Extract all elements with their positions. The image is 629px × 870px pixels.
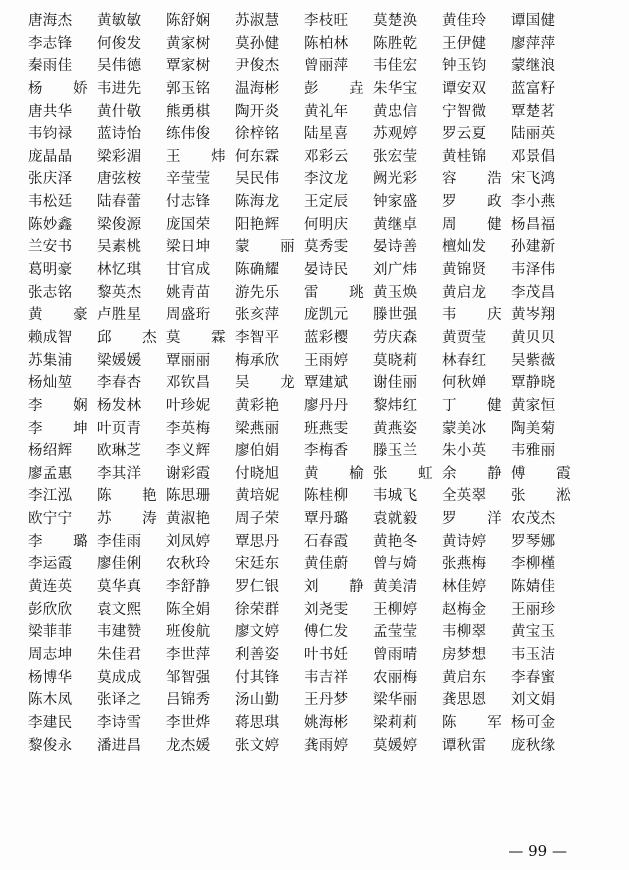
name-entry: 蒋思琪 [235, 714, 280, 731]
name-entry: 滕玉兰 [373, 443, 418, 460]
name-entry: 廖文婷 [235, 624, 280, 641]
name-entry: 彭欣欣 [28, 601, 73, 618]
name-entry: 周志坤 [28, 646, 73, 663]
name-entry: 曾雨晴 [373, 646, 418, 663]
name-entry: 杨 娇 [28, 80, 101, 97]
name-entry: 何俊发 [97, 35, 142, 52]
name-entry: 何秋婵 [442, 375, 487, 392]
name-entry: 张宏莹 [373, 148, 418, 165]
name-entry: 檀灿发 [442, 239, 487, 256]
name-entry: 廖佳俐 [97, 556, 142, 573]
name-entry: 赖成智 [28, 329, 73, 346]
name-entry: 杨可金 [511, 714, 556, 731]
name-entry: 苏 涛 [97, 511, 170, 528]
name-entry: 李 璐 [28, 533, 101, 550]
name-entry: 梁媛媛 [97, 352, 142, 369]
name-entry: 李柳槿 [511, 556, 556, 573]
name-entry: 梁华丽 [373, 692, 418, 709]
name-entry: 张志铭 [28, 284, 73, 301]
name-entry: 梁日坤 [166, 239, 211, 256]
name-entry: 韦进先 [97, 80, 142, 97]
name-entry: 莫孙健 [235, 35, 280, 52]
name-entry: 兰安书 [28, 239, 73, 256]
name-entry: 孙建新 [511, 239, 556, 256]
name-entry: 王雨婷 [304, 352, 349, 369]
name-entry: 徐荣群 [235, 601, 280, 618]
name-entry: 吴素桃 [97, 239, 142, 256]
name-entry: 龚思恩 [442, 692, 487, 709]
name-entry: 庞秋缘 [511, 737, 556, 754]
name-entry: 王丹梦 [304, 692, 349, 709]
name-entry: 游先乐 [235, 284, 280, 301]
name-entry: 李建民 [28, 714, 73, 731]
name-entry: 罗仁银 [235, 579, 280, 596]
name-entry: 梁燕丽 [235, 420, 280, 437]
name-entry: 李志锋 [28, 35, 73, 52]
name-entry: 吴 龙 [235, 375, 308, 392]
name-entry: 龚雨婷 [304, 737, 349, 754]
name-entry: 蒙 丽 [235, 239, 308, 256]
name-entry: 黎炜红 [373, 397, 418, 414]
name-entry: 姚青苗 [166, 284, 211, 301]
name-entry: 黄贝贝 [511, 329, 556, 346]
name-entry: 韦松廷 [28, 194, 73, 211]
name-entry: 付志锋 [166, 194, 211, 211]
name-entry: 谢彩霞 [166, 465, 211, 482]
name-entry: 黄启东 [442, 669, 487, 686]
name-entry: 宁智微 [442, 103, 487, 120]
name-entry: 谢佳丽 [373, 375, 418, 392]
name-entry: 蒙美冰 [442, 420, 487, 437]
name-entry: 杨博华 [28, 669, 73, 686]
name-entry: 邓钦昌 [166, 375, 211, 392]
name-entry: 莫秀雯 [304, 239, 349, 256]
name-entry: 李江泓 [28, 488, 73, 505]
name-list-grid [28, 10, 584, 757]
name-entry: 付其锋 [235, 669, 280, 686]
name-entry: 刘凤婷 [166, 533, 211, 550]
name-entry: 房梦想 [442, 646, 487, 663]
name-entry: 庞国荣 [166, 216, 211, 233]
name-entry: 郭玉铭 [166, 80, 211, 97]
name-entry: 黄贾莹 [442, 329, 487, 346]
name-entry: 邓彩云 [304, 148, 349, 165]
name-entry: 雷 珧 [304, 284, 377, 301]
name-entry: 莫楚涣 [373, 13, 418, 29]
name-entry: 欧宁宁 [28, 511, 73, 528]
name-entry: 刘 静 [304, 579, 377, 596]
name-entry: 甘官成 [166, 262, 211, 279]
name-entry: 黄继卓 [373, 216, 418, 233]
name-entry: 陈确耀 [235, 262, 280, 279]
name-entry: 陶开炎 [235, 103, 280, 120]
name-entry: 付晓旭 [235, 465, 280, 482]
name-entry: 廖孟惠 [28, 465, 73, 482]
name-entry: 辛莹莹 [166, 171, 211, 188]
name-entry: 邓景倡 [511, 148, 556, 165]
name-entry: 覃建斌 [304, 375, 349, 392]
name-entry: 李枝旺 [304, 13, 349, 29]
name-entry: 庞凯元 [304, 307, 349, 324]
name-entry: 欧琳芝 [97, 443, 142, 460]
name-entry: 黄锦贤 [442, 262, 487, 279]
name-entry: 苏淑慧 [235, 13, 280, 29]
name-entry: 林忆琪 [97, 262, 142, 279]
name-entry: 罗 政 [442, 194, 515, 211]
name-entry: 黄 豪 [28, 307, 101, 324]
name-entry: 袁文熙 [97, 601, 142, 618]
name-entry: 苏观婷 [373, 126, 418, 143]
name-entry: 钟家盛 [373, 194, 418, 211]
name-entry: 陆丽英 [511, 126, 556, 143]
name-entry: 张文婷 [235, 737, 280, 754]
name-entry: 李英梅 [166, 420, 211, 437]
name-entry: 梁彩湄 [97, 148, 142, 165]
name-entry: 韦玉洁 [511, 646, 556, 663]
name-entry: 陈桂柳 [304, 488, 349, 505]
name-entry: 叶珍妮 [166, 397, 211, 414]
name-entry: 莫媛婷 [373, 737, 418, 754]
name-entry: 谭安双 [442, 80, 487, 97]
name-entry: 黄美清 [373, 579, 418, 596]
name-entry: 杨绍辉 [28, 443, 73, 460]
name-entry: 晏诗善 [373, 239, 418, 256]
name-entry: 周子荣 [235, 511, 280, 528]
name-entry: 苏集浦 [28, 352, 73, 369]
name-entry: 龙杰媛 [166, 737, 211, 754]
name-entry: 林春红 [442, 352, 487, 369]
name-entry: 黄佳玲 [442, 13, 487, 29]
name-entry: 覃丹璐 [304, 511, 349, 528]
name-entry: 廖丹丹 [304, 397, 349, 414]
name-entry: 黄培妮 [235, 488, 280, 505]
name-entry: 蒙继浪 [511, 58, 556, 75]
name-entry: 韦吉祥 [304, 669, 349, 686]
name-entry: 姚海彬 [304, 714, 349, 731]
name-entry: 余 静 [442, 465, 515, 482]
name-entry: 袁就毅 [373, 511, 418, 528]
name-entry: 钟玉钧 [442, 58, 487, 75]
name-entry: 利善姿 [235, 646, 280, 663]
name-entry: 黎俊永 [28, 737, 73, 754]
name-entry: 陆春蕾 [97, 194, 142, 211]
name-entry: 蓝诗怡 [97, 126, 142, 143]
name-entry: 唐弦桉 [97, 171, 142, 188]
name-entry: 李其洋 [97, 465, 142, 482]
page-number: — 99 — [508, 842, 567, 860]
name-entry: 李梅香 [304, 443, 349, 460]
name-entry: 李汶龙 [304, 171, 349, 188]
name-entry: 李运霞 [28, 556, 73, 573]
name-entry: 李世萍 [166, 646, 211, 663]
name-entry: 杨昌福 [511, 216, 556, 233]
name-entry: 莫成成 [97, 669, 142, 686]
name-entry: 黎英杰 [97, 284, 142, 301]
name-entry: 曾丽萍 [304, 58, 349, 75]
name-entry: 陈海龙 [235, 194, 280, 211]
name-entry: 黄启龙 [442, 284, 487, 301]
name-entry: 覃家树 [166, 58, 211, 75]
name-entry: 张燕梅 [442, 556, 487, 573]
name-entry: 韦柳翠 [442, 624, 487, 641]
name-entry: 李世烨 [166, 714, 211, 731]
name-entry: 黄家恒 [511, 397, 556, 414]
name-entry: 班燕雯 [304, 420, 349, 437]
name-entry: 曾与婍 [373, 556, 418, 573]
name-entry: 阙光彩 [373, 171, 418, 188]
name-entry: 朱华宝 [373, 80, 418, 97]
name-entry: 林佳婷 [442, 579, 487, 596]
name-entry: 黄燕姿 [373, 420, 418, 437]
name-entry: 朱小英 [442, 443, 487, 460]
name-entry: 陈 艳 [97, 488, 170, 505]
name-entry: 刘文娟 [511, 692, 556, 709]
name-entry: 劳庆森 [373, 329, 418, 346]
name-entry: 邹智强 [166, 669, 211, 686]
name-entry: 农丽梅 [373, 669, 418, 686]
name-entry: 滕世强 [373, 307, 418, 324]
name-entry: 蓝彩樱 [304, 329, 349, 346]
name-entry: 李 坤 [28, 420, 101, 437]
name-entry: 李诗雪 [97, 714, 142, 731]
name-entry: 梁莉莉 [373, 714, 418, 731]
name-entry: 张 淞 [511, 488, 584, 505]
name-entry: 卢胜星 [97, 307, 142, 324]
name-entry: 陈舒娴 [166, 13, 211, 29]
name-entry: 黄家树 [166, 35, 211, 52]
name-entry: 叶页青 [97, 420, 142, 437]
name-entry: 吕锦秀 [166, 692, 211, 709]
name-entry: 黄佳蔚 [304, 556, 349, 573]
name-entry: 覃楚茗 [511, 103, 556, 120]
name-entry: 韦城飞 [373, 488, 418, 505]
name-entry: 熊勇棋 [166, 103, 211, 120]
name-entry: 王伊健 [442, 35, 487, 52]
name-entry: 吴民伟 [235, 171, 280, 188]
name-entry: 李佳雨 [97, 533, 142, 550]
name-entry: 杨发林 [97, 397, 142, 414]
name-entry: 刘广炜 [373, 262, 418, 279]
name-entry: 莫晓莉 [373, 352, 418, 369]
name-entry: 黄淑艳 [166, 511, 211, 528]
name-entry: 宋廷东 [235, 556, 280, 573]
name-entry: 李小燕 [511, 194, 556, 211]
name-entry: 韦佳宏 [373, 58, 418, 75]
name-entry: 黄什敬 [97, 103, 142, 120]
name-entry: 班俊航 [166, 624, 211, 641]
name-entry: 谭秋雷 [442, 737, 487, 754]
name-entry: 黄彩艳 [235, 397, 280, 414]
name-entry: 叶书妊 [304, 646, 349, 663]
name-entry: 李义辉 [166, 443, 211, 460]
name-entry: 温海彬 [235, 80, 280, 97]
name-entry: 蓝富籽 [511, 80, 556, 97]
name-entry: 张译之 [97, 692, 142, 709]
name-entry: 汤山勤 [235, 692, 280, 709]
name-entry: 何明庆 [304, 216, 349, 233]
name-entry: 唐海杰 [28, 13, 73, 29]
name-entry: 黄连英 [28, 579, 73, 596]
name-entry: 罗云夏 [442, 126, 487, 143]
name-entry: 黄玉焕 [373, 284, 418, 301]
name-entry: 韦雅丽 [511, 443, 556, 460]
name-entry: 朱佳君 [97, 646, 142, 663]
name-entry: 韦建赞 [97, 624, 142, 641]
name-entry: 庞晶晶 [28, 148, 73, 165]
name-entry: 李春杏 [97, 375, 142, 392]
name-entry: 傅 霞 [511, 465, 584, 482]
name-entry: 覃思丹 [235, 533, 280, 550]
name-entry: 李舒静 [166, 579, 211, 596]
name-entry: 石春霞 [304, 533, 349, 550]
name-entry: 彭 垚 [304, 80, 377, 97]
name-entry: 傅仁发 [304, 624, 349, 641]
name-entry: 黄忠信 [373, 103, 418, 120]
name-entry: 周 健 [442, 216, 515, 233]
name-entry: 黄桂锦 [442, 148, 487, 165]
name-entry: 容 浩 [442, 171, 515, 188]
name-entry: 罗 洋 [442, 511, 515, 528]
name-entry: 莫 霖 [166, 329, 239, 346]
name-entry: 葛明豪 [28, 262, 73, 279]
name-entry: 杨灿堃 [28, 375, 73, 392]
name-entry: 宋飞鸿 [511, 171, 556, 188]
name-entry: 黄 榆 [304, 465, 377, 482]
name-entry: 覃静晓 [511, 375, 556, 392]
name-entry: 丁 健 [442, 397, 515, 414]
name-entry: 陈柏林 [304, 35, 349, 52]
name-entry: 周盛珩 [166, 307, 211, 324]
name-entry: 梁菲菲 [28, 624, 73, 641]
name-entry: 李 娴 [28, 397, 101, 414]
name-entry: 徐梓铭 [235, 126, 280, 143]
name-entry: 何东霖 [235, 148, 280, 165]
name-entry: 王定辰 [304, 194, 349, 211]
name-entry: 陈思珊 [166, 488, 211, 505]
name-entry: 张亥萍 [235, 307, 280, 324]
name-entry: 韦 庆 [442, 307, 515, 324]
name-entry: 陈婧佳 [511, 579, 556, 596]
name-entry: 陈妙鑫 [28, 216, 73, 233]
name-entry: 谭国健 [511, 13, 556, 29]
name-entry: 陈胜乾 [373, 35, 418, 52]
name-entry: 张庆泽 [28, 171, 73, 188]
name-entry: 吴伟德 [97, 58, 142, 75]
name-entry: 农秋玲 [166, 556, 211, 573]
name-entry: 吴紫薇 [511, 352, 556, 369]
name-entry: 黄艳冬 [373, 533, 418, 550]
name-entry: 廖萍萍 [511, 35, 556, 52]
name-entry: 刘尧雯 [304, 601, 349, 618]
name-entry: 廖伯娟 [235, 443, 280, 460]
name-entry: 覃丽丽 [166, 352, 211, 369]
name-entry: 晏诗民 [304, 262, 349, 279]
name-entry: 黄岑翔 [511, 307, 556, 324]
name-entry: 孟莹莹 [373, 624, 418, 641]
name-entry: 农茂杰 [511, 511, 556, 528]
name-entry: 陈全娟 [166, 601, 211, 618]
name-entry: 秦雨佳 [28, 58, 73, 75]
name-entry: 王柳婷 [373, 601, 418, 618]
name-entry: 陈 军 [442, 714, 515, 731]
name-entry: 王 炜 [166, 148, 239, 165]
name-entry: 邱 杰 [97, 329, 170, 346]
name-entry: 黄宝玉 [511, 624, 556, 641]
name-entry: 张 虹 [373, 465, 446, 482]
name-entry: 陈木凤 [28, 692, 73, 709]
name-entry: 莫华真 [97, 579, 142, 596]
name-entry: 唐共华 [28, 103, 73, 120]
name-entry: 练伟俊 [166, 126, 211, 143]
name-entry: 李茂昌 [511, 284, 556, 301]
name-entry: 梁俊源 [97, 216, 142, 233]
name-entry: 陆星喜 [304, 126, 349, 143]
name-entry: 黄礼年 [304, 103, 349, 120]
name-entry: 梅承欣 [235, 352, 280, 369]
name-entry: 韦泽伟 [511, 262, 556, 279]
name-entry: 黄敏敏 [97, 13, 142, 29]
name-entry: 王丽珍 [511, 601, 556, 618]
name-entry: 罗琴娜 [511, 533, 556, 550]
name-entry: 李春蜜 [511, 669, 556, 686]
name-entry: 陶美菊 [511, 420, 556, 437]
name-entry: 李智平 [235, 329, 280, 346]
name-entry: 潘进昌 [97, 737, 142, 754]
name-entry: 赵梅金 [442, 601, 487, 618]
name-entry: 全英翠 [442, 488, 487, 505]
name-entry: 阳艳辉 [235, 216, 280, 233]
name-entry: 韦钧禄 [28, 126, 73, 143]
name-entry: 尹俊杰 [235, 58, 280, 75]
name-entry: 黄诗婷 [442, 533, 487, 550]
